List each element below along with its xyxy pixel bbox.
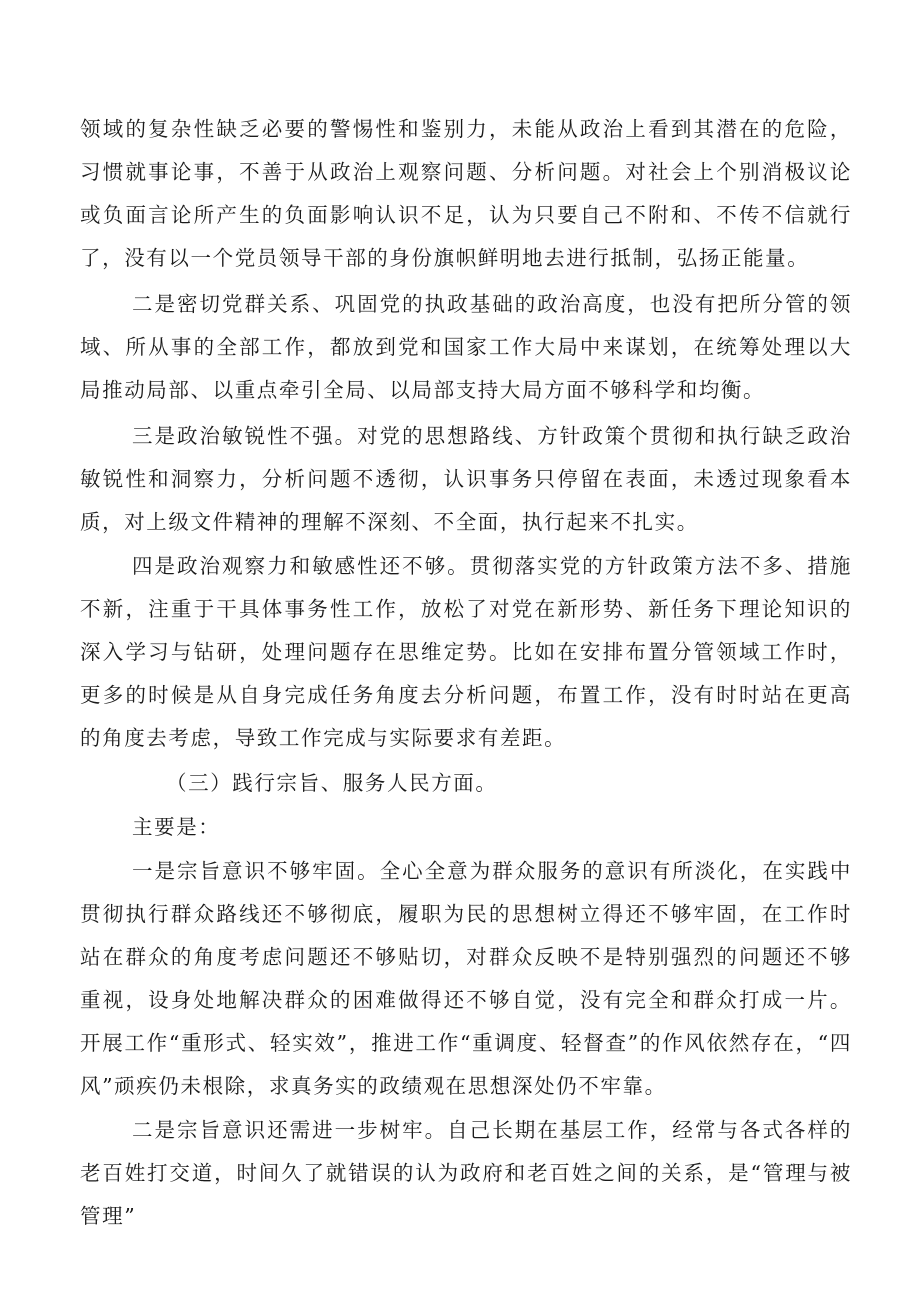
paragraph-3: 三是政治敏锐性不强。对党的思想路线、方针政策个贯彻和执行缺乏政治敏锐性和洞察力，分析问题不透彻，认识事务只停留在表面，未透过现象看本质，对上级文件精神的理解不深刻、不全面，执行起来不扎实。 <box>80 424 852 534</box>
document-body-6 <box>80 806 852 849</box>
paragraph-1: 领域的复杂性缺乏必要的警惕性和鉴别力，未能从政治上看到其潜在的危险，习惯就事论事，不善于从政治上观察问题、分析问题。对社会上个别消极议论或负面言论所产生的负面影响认识不足，认为只要自己不附和、不传不信就行了，没有以一个党员领导干部的身份旗帜鲜明地去进行抵制，弘扬正能量。 <box>80 117 852 270</box>
document-body-2 <box>80 283 852 412</box>
paragraph-8: 二是宗旨意识还需进一步树牢。自己长期在基层工作，经常与各式各样的老百姓打交道，时间久了就错误的认为政府和老百姓之间的关系，是“管理与被管理” <box>80 1118 852 1228</box>
document-body-7 <box>80 850 852 1108</box>
section-heading: （三）践行宗旨、服务人民方面。 <box>166 771 498 795</box>
document-body-5 <box>80 762 852 805</box>
paragraph-lead: 主要是： <box>132 815 221 839</box>
paragraph-4: 四是政治观察力和敏感性还不够。贯彻落实党的方针政策方法不多、措施不新，注重于干具体事务性工作，放松了对党在新形势、新任务下理论知识的深入学习与钻研，处理问题存在思维定势。比如在安排布置分管领域工作时，更多的时候是从自身完成任务角度去分析问题，布置工作，没有时时站在更高的角度去考虑，导致工作完成与实际要求有差距。 <box>80 554 852 750</box>
document-body-4 <box>80 545 852 760</box>
document-body <box>80 108 852 280</box>
document-body-8 <box>80 1109 852 1238</box>
document-body-3 <box>80 415 852 544</box>
paragraph-2: 二是密切党群关系、巩固党的执政基础的政治高度，也没有把所分管的领域、所从事的全部工作，都放到党和国家工作大局中来谋划，在统筹处理以大局推动局部、以重点牵引全局、以局部支持大局方面不够科学和均衡。 <box>80 292 852 402</box>
paragraph-7: 一是宗旨意识不够牢固。全心全意为群众服务的意识有所淡化，在实践中贯彻执行群众路线还不够彻底，履职为民的思想树立得还不够牢固，在工作时站在群众的角度考虑问题还不够贴切，对群众反映不是特别强烈的问题还不够重视，设身处地解决群众的困难做得还不够自觉，没有完全和群众打成一片。开展工作“重形式、轻实效”，推进工作“重调度、轻督查”的作风依然存在，“四风”顽疾仍未根除，求真务实的政绩观在思想深处仍不牢靠。 <box>80 859 852 1098</box>
